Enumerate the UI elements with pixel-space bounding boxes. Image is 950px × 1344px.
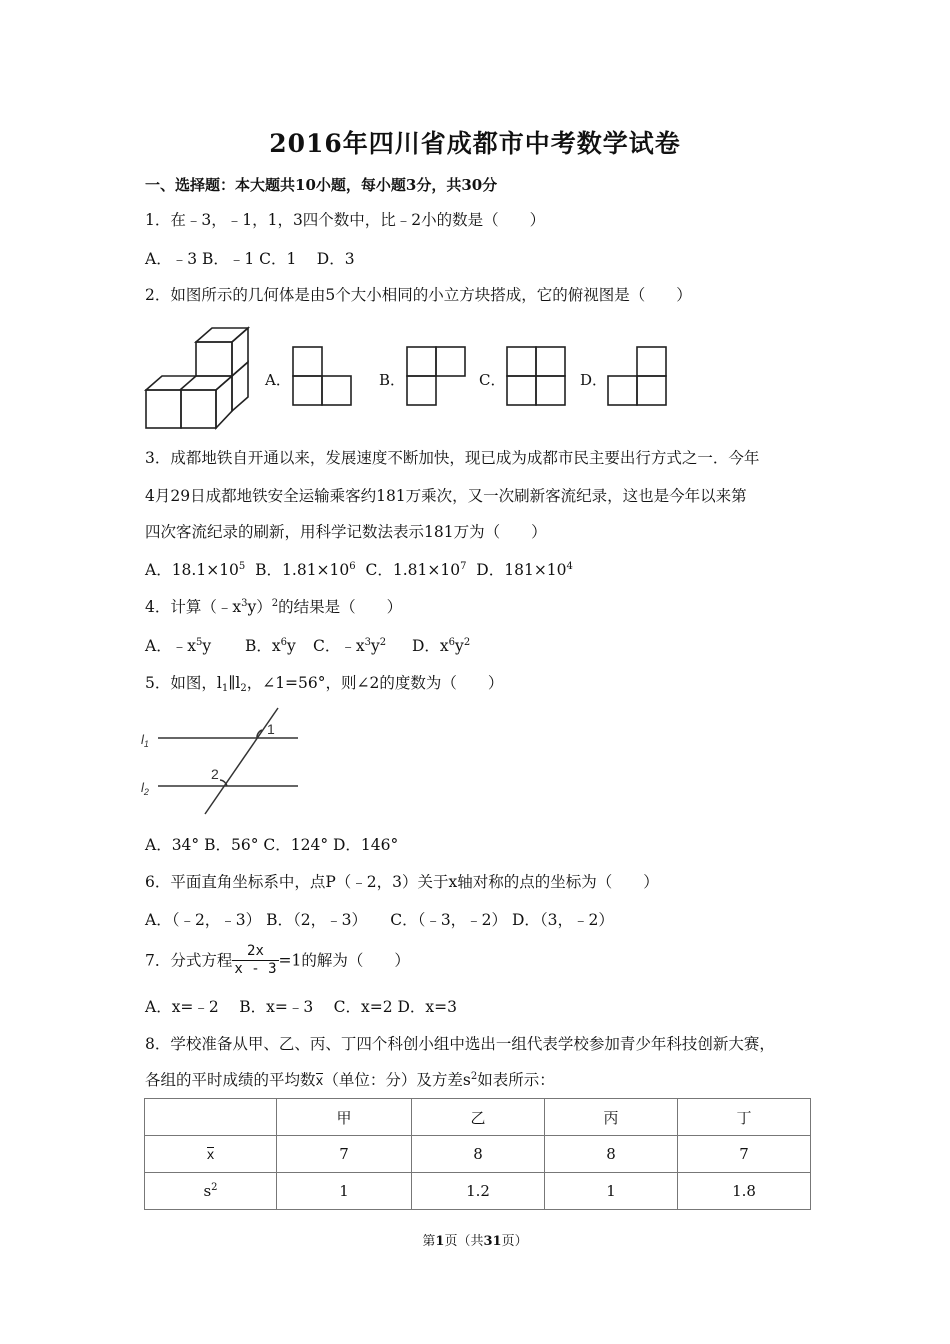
q8-line-1: 8．学校准备从甲、乙、丙、丁四个科创小组中选出一组代表学校参加青少年科技创新大赛，: [145, 1035, 775, 1053]
table-header-cell: 乙: [412, 1099, 545, 1136]
q1-stem: 1．在﹣3，﹣1，1，3四个数中，比﹣2小的数是（ ）: [145, 211, 546, 229]
table-header-cell: 丁: [678, 1099, 811, 1136]
q5-parallel-lines-figure: [140, 704, 300, 816]
table-cell: 7: [277, 1136, 412, 1173]
q5-fig-angle-2: 2: [211, 766, 219, 782]
page-title: 2016年四川省成都市中考数学试卷: [269, 129, 681, 158]
q4-option-d: D．$x^6y^2$: [412, 637, 471, 655]
q4-stem: 4．计算$(﹣x^3y)^2$的结果是（ ）: [145, 598, 403, 616]
q2-label-d: D．: [580, 371, 608, 389]
table-header-row: [145, 1099, 811, 1136]
q2-stem: 2．如图所示的几何体是由5个大小相同的小立方块搭成，它的俯视图是（ ）: [145, 286, 692, 304]
q4-option-b: B．$x^6y$: [245, 637, 296, 655]
q7-fraction: $\frac{2x}{x - 3}$: [234, 943, 277, 977]
mean-symbol: x: [315, 1074, 324, 1089]
q7-options: A．x=﹣2 B．x=﹣3 C．x=2 D．x=3: [145, 998, 458, 1016]
table-row-label: x: [145, 1136, 277, 1173]
section-heading: 一、选择题：本大题共10小题，每小题3分，共30分: [145, 176, 498, 194]
q3-line-2: 4月29日成都地铁安全运输乘客约181万乘次，又一次刷新客流纪录，这也是今年以来第: [145, 487, 747, 505]
q2-solid-figure: [142, 322, 252, 430]
table-header-cell: 甲: [277, 1099, 412, 1136]
q3-line-3: 四次客流纪录的刷新，用科学记数法表示181万为（ ）: [145, 523, 547, 541]
page-footer: 第1页（共31页）: [422, 1234, 528, 1249]
q5-fig-l2-label: $l_2$: [141, 780, 149, 797]
q2-option-b-figure: [406, 346, 468, 406]
q8-line-2: 各组的平时成绩的平均数x（单位：分）及方差$s^2$如表所示：: [145, 1071, 555, 1089]
table-header-cell: [145, 1099, 277, 1136]
q2-option-d-figure: [607, 346, 669, 406]
q5-fig-angle-1: 1: [267, 721, 275, 737]
q3-options: A．$18.1\times 10^5$ B．$1.81\times 10^6$ C．$1.81\times 10^7$ D．$181\times 10^4$: [145, 561, 573, 579]
table-cell: 1: [277, 1173, 412, 1210]
q5-stem: 5．如图，$l_1\parallel l_2$，∠1=56°，则∠2的度数为（ ）: [145, 674, 504, 694]
table-header-cell: 丙: [545, 1099, 678, 1136]
q2-option-a-figure: [292, 346, 354, 406]
q1-options: A．﹣3 B．﹣1 C．1 D．3: [145, 250, 355, 268]
table-row-label: $s^2$: [145, 1173, 277, 1210]
table-row: [145, 1173, 811, 1210]
table-cell: 1.8: [678, 1173, 811, 1210]
q4-option-c: C．$﹣x^3y^2$: [313, 637, 387, 655]
q6-options: A．（﹣2，﹣3） B．（2，﹣3） C．（﹣3，﹣2） D．（3，﹣2）: [145, 911, 614, 929]
q5-fig-l1-label: $l_1$: [141, 732, 149, 749]
table-row: [145, 1136, 811, 1173]
q3-line-1: 3．成都地铁自开通以来，发展速度不断加快，现已成为成都市民主要出行方式之一．今年: [145, 449, 760, 467]
q7-stem: 7．分式方程 $\frac{2x}{x - 3}$ =1的解为（ ）: [145, 943, 410, 977]
table-cell: 8: [412, 1136, 545, 1173]
q5-options: A．34° B．56° C．124° D．146°: [145, 836, 399, 854]
q6-stem: 6．平面直角坐标系中，点P（﹣2，3）关于x轴对称的点的坐标为（ ）: [145, 873, 659, 891]
q2-label-a: A．: [265, 371, 291, 389]
q2-option-c-figure: [506, 346, 568, 406]
table-cell: 1: [545, 1173, 678, 1210]
q2-label-c: C．: [479, 371, 506, 389]
q4-option-a: A．$﹣x^5y$: [145, 637, 212, 655]
table-cell: 1.2: [412, 1173, 545, 1210]
q8-score-table: [144, 1098, 811, 1210]
table-cell: 7: [678, 1136, 811, 1173]
table-cell: 8: [545, 1136, 678, 1173]
q2-label-b: B．: [379, 371, 406, 389]
